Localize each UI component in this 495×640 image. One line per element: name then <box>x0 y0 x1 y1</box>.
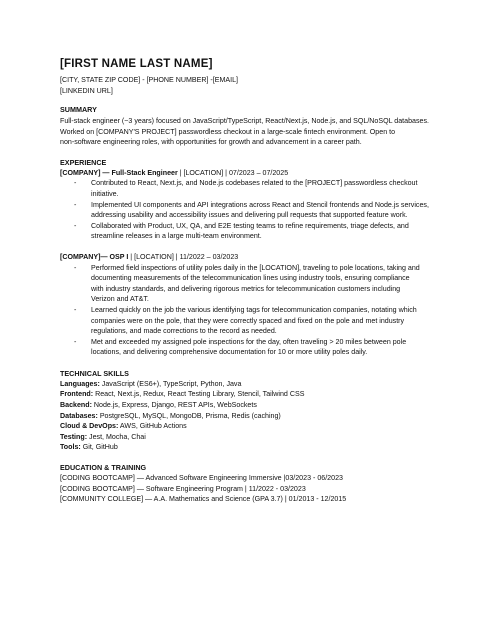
job-bullet: - Implemented UI components and API integrations across React and Stencil frontends and Node.js services, addressing usability and accessibility issues and delivering pull requests that supported feature work. <box>60 200 435 221</box>
experience-heading: EXPERIENCE <box>60 157 107 167</box>
job-heading <box>60 252 435 263</box>
skill-row: Testing: Jest, Mocha, Chai <box>60 432 146 441</box>
summary-line: Full-stack engineer (~3 years) focused on JavaScript/TypeScript, React/Next.js, Node.js, and SQL/NoSQL databases. <box>60 117 429 125</box>
job-title: [COMPANY]— OSP I <box>60 252 129 261</box>
job-bullet: - Contributed to React, Next.js, and Node.js codebases related to the [PROJECT] passwordless checkout initiative. <box>60 178 435 199</box>
summary-line: non-software engineering roles, with opportunities for growth and advancement in a career path. <box>60 138 362 147</box>
candidate-name: [FIRST NAME LAST NAME] <box>60 58 213 70</box>
job-heading <box>60 168 435 179</box>
skill-row: Databases: PostgreSQL, MySQL, MongoDB, Prisma, Redis (caching) <box>60 411 281 420</box>
education-heading: EDUCATION & TRAINING <box>60 463 147 473</box>
linkedin-url: [LINKEDIN URL] <box>60 86 113 95</box>
contact-line: [CITY, STATE ZIP CODE] - [PHONE NUMBER] -[EMAIL] <box>60 76 239 84</box>
skill-row: Frontend: React, Next.js, Redux, React Testing Library, Stencil, Tailwind CSS <box>60 390 305 399</box>
job-bullets <box>60 263 435 358</box>
summary-heading: SUMMARY <box>60 105 97 114</box>
job-title: [COMPANY] — Full-Stack Engineer <box>60 168 178 177</box>
skills-heading: TECHNICAL SKILLS <box>60 368 129 378</box>
job-bullets <box>60 178 435 242</box>
job-bullet: - Learned quickly on the job the various identifying tags for telecommunication companies, notating which companies were on the pole, that they were correctly spaced and fixed on the pole and met industry regulations, and made corrections to the record as needed. <box>60 305 435 337</box>
education-entry: [COMMUNITY COLLEGE] — A.A. Mathematics and Science (GPA 3.7) | 01/2013 - 12/2015 <box>60 495 347 504</box>
education-entry: [CODING BOOTCAMP] — Advanced Software Engineering Immersive |03/2023 - 06/2023 <box>60 474 343 483</box>
job-bullet: - Collaborated with Product, UX, QA, and E2E testing teams to refine requirements, triage defects, and streamline releases in a large multi-team environment. <box>60 221 435 242</box>
skill-row: Backend: Node.js, Express, Django, REST APIs, WebSockets <box>60 401 257 410</box>
education-entry: [CODING BOOTCAMP] — Software Engineering Program | 11/2022 - 03/2023 <box>60 484 306 493</box>
summary-line: Worked on [COMPANY'S PROJECT] passwordless checkout in a large-scale fintech environment. Open to <box>60 127 396 136</box>
job-bullet: - Met and exceeded my assigned pole inspections for the day, often traveling > 20 miles between pole locations, and delivering comprehensive documentation for 10 or more utility poles daily. <box>60 337 435 358</box>
skill-row: Languages: JavaScript (ES6+), TypeScript, Python, Java <box>60 379 242 388</box>
skill-row: Tools: Git, GitHub <box>60 443 118 452</box>
job-meta: | [LOCATION] | 11/2022 – 03/2023 <box>128 252 239 261</box>
job-meta: | [LOCATION] | 07/2023 – 07/2025 <box>177 168 289 177</box>
job-bullet: - Performed field inspections of utility poles daily in the [LOCATION], traveling to pole locations, taking and documenting measurements of the telecommunication lines using industry tools, ensuring compliance with industry standards, and delivering rigorous metrics for telecommunication customers including Verizon and AT&T. <box>60 263 435 305</box>
skill-row: Cloud & DevOps: AWS, GitHub Actions <box>60 422 187 431</box>
